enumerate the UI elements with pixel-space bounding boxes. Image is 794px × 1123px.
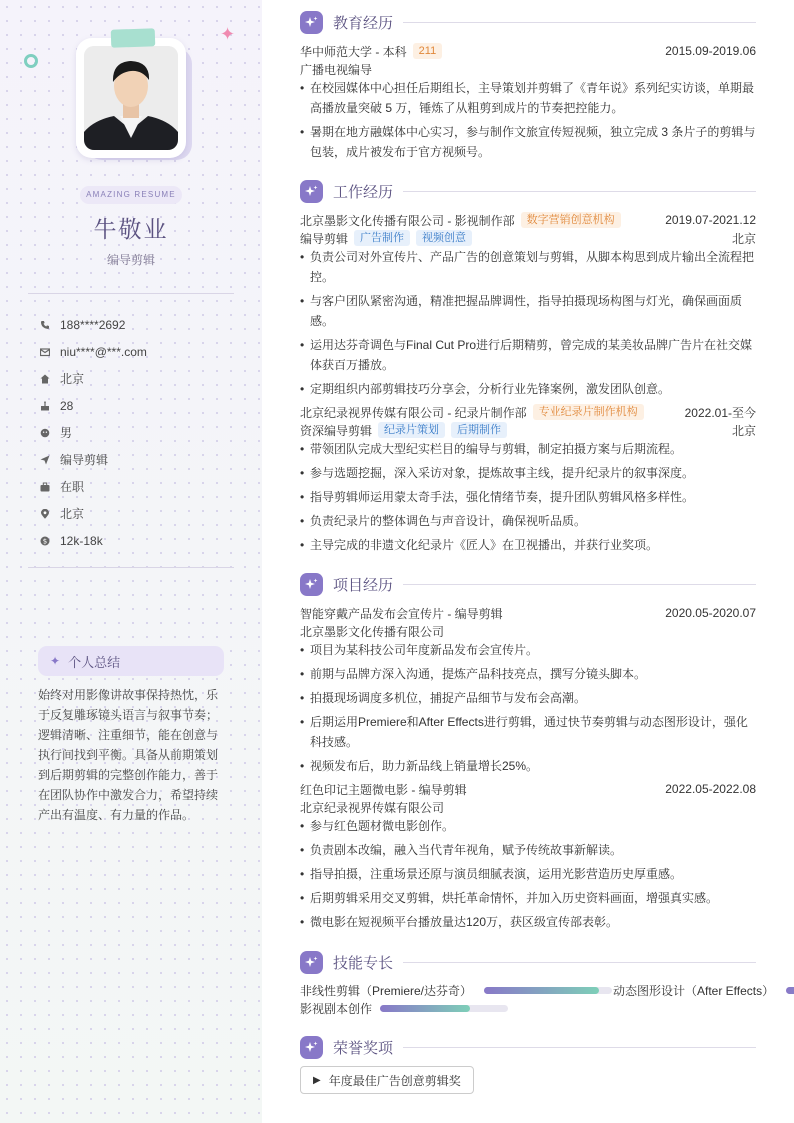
skill-item (613, 981, 794, 999)
sidebar (0, 0, 262, 1123)
section-work (300, 179, 756, 203)
skill-item (300, 981, 612, 999)
section-rule (403, 191, 756, 192)
divider (28, 567, 234, 568)
skill-bar (380, 1005, 508, 1012)
info-salary (40, 527, 147, 554)
list-item: • 在校园媒体中心担任后期组长，主导策划并剪辑了《青年说》系列纪实访谈，单期最高播放量突破 5 万，锤炼了从粗剪到成片的节奏把控能力。 (300, 78, 756, 118)
job-tag: 广告制作 (354, 230, 410, 246)
list-item: • 带领团队完成大型纪实栏目的编导与剪辑，制定拍摄方案与后期流程。 (300, 439, 756, 459)
job-position: 资深编导剪辑 (300, 423, 373, 438)
list-item: • 与客户团队紧密沟通，精准把握品牌调性，指导拍摄现场构图与灯光，确保画面质感。 (300, 291, 756, 331)
section-title: 教育经历 (333, 14, 394, 32)
project-date: 2022.05-2022.08 (665, 782, 756, 796)
summary-title: 个人总结 (68, 654, 121, 670)
skill-bar-fill (484, 987, 599, 994)
award-name: 年度最佳广告创意剪辑奖 (328, 1073, 461, 1088)
info-status (40, 473, 147, 500)
major-name: 广播电视编导 (300, 62, 373, 77)
job-city: 北京 (731, 423, 756, 438)
skill-bar-fill (380, 1005, 470, 1012)
section-projects (300, 572, 756, 596)
job-date: 2019.07-2021.12 (665, 213, 756, 227)
photo-frame (76, 38, 186, 158)
project-name: 红色印记主题微电影 - 编导剪辑 (300, 782, 467, 797)
job-tag: 视频创意 (416, 230, 472, 246)
location-pin-icon (40, 509, 60, 519)
list-item: • 微电影在短视频平台播放量达120万，获区级宣传部表彰。 (300, 912, 756, 932)
project-org-row (300, 622, 756, 640)
section-title: 荣誉奖项 (333, 1039, 394, 1057)
resume-badge: AMAZING RESUME (80, 186, 182, 204)
company-name: 北京墨影文化传播有限公司 - 影视制作部 (300, 213, 515, 228)
job-position: 编导剪辑 (300, 231, 349, 246)
dollar-icon (40, 536, 60, 546)
info-email (40, 338, 147, 365)
skill-item (300, 999, 508, 1017)
list-item: • 负责剧本改编，融入当代青年视角，赋予传统故事新解读。 (300, 840, 756, 860)
list-item: • 拍摄现场调度多机位，捕捉产品细节与发布会高潮。 (300, 688, 756, 708)
avatar (84, 46, 178, 150)
list-item: • 后期剪辑采用交叉剪辑，烘托革命情怀，并加入历史资料画面，增强真实感。 (300, 888, 756, 908)
job-city: 北京 (731, 231, 756, 246)
photo-tape (111, 28, 156, 48)
section-education (300, 10, 756, 34)
info-age (40, 392, 147, 419)
project-date: 2020.05-2020.07 (665, 606, 756, 620)
sparkle-icon (300, 573, 323, 596)
info-text: 188****2692 (60, 317, 126, 332)
education-date: 2015.09-2019.06 (665, 44, 756, 58)
company-name: 北京纪录视界传媒有限公司 - 纪录片制作部 (300, 405, 527, 420)
company-tag: 专业纪录片制作机构 (533, 404, 644, 420)
job-position-row (300, 421, 756, 439)
school-tag: 211 (413, 43, 443, 59)
person-name: 牛敬业 (93, 216, 169, 242)
list-item: • 指导剪辑师运用蒙太奇手法，强化情绪节奏，提升团队剪辑风格多样性。 (300, 487, 756, 507)
list-item: • 后期运用Premiere和After Effects进行剪辑，通过快节奏剪辑与动态图形设计，强化科技感。 (300, 712, 756, 752)
sparkle-icon (300, 1036, 323, 1059)
phone-icon (40, 320, 60, 330)
company-tag: 数字营销创意机构 (521, 212, 621, 228)
skill-bar (484, 987, 612, 994)
info-text: 28 (60, 398, 74, 413)
job-date: 2022.01-至今 (684, 405, 756, 420)
list-item: • 项目为某科技公司年度新品发布会宣传片。 (300, 640, 756, 660)
project-name: 智能穿戴产品发布会宣传片 - 编导剪辑 (300, 606, 503, 621)
skill-name: 动态图形设计（After Effects） (613, 983, 775, 998)
mail-icon (40, 347, 60, 357)
list-item: • 运用达芬奇调色与Final Cut Pro进行后期精剪，曾完成的某美妆品牌广告片在社交媒体获百万播放。 (300, 335, 756, 375)
section-title: 工作经历 (333, 183, 394, 201)
list-item: • 定期组织内部剪辑技巧分享会，分析行业先锋案例，激发团队创意。 (300, 379, 756, 399)
skill-name: 非线性剪辑（Premiere/达芬奇） (300, 983, 473, 998)
job-tag: 后期制作 (451, 422, 507, 438)
section-skills (300, 950, 756, 974)
list-item: • 负责纪录片的整体调色与声音设计，确保视听品质。 (300, 511, 756, 531)
list-item: • 指导拍摄，注重场景还原与演员细腻表演，运用光影营造历史厚重感。 (300, 864, 756, 884)
info-text: 12k-18k (60, 533, 103, 548)
project-org-row (300, 798, 756, 816)
job-position-row (300, 229, 756, 247)
decorative-ring (24, 54, 38, 68)
list-item: • 负责公司对外宣传片、产品广告的创意策划与剪辑，从脚本构思到成片输出全流程把控。 (300, 247, 756, 287)
project-org: 北京纪录视界传媒有限公司 (300, 800, 445, 815)
award-item (300, 1066, 474, 1094)
home-icon (40, 374, 60, 384)
skill-name: 影视剧本创作 (300, 1001, 373, 1016)
send-icon (40, 455, 60, 465)
section-rule (403, 22, 756, 23)
gender-icon (40, 428, 60, 438)
job-tag: 纪录片策划 (378, 422, 445, 438)
section-rule (403, 1047, 756, 1048)
cake-icon (40, 401, 60, 411)
list-item: • 视频发布后，助力新品线上销量增长25%。 (300, 756, 756, 776)
summary-text: 始终对用影像讲故事保持热忱，乐于反复雕琢镜头语言与叙事节奏；逻辑清晰、注重细节，能在创意与执行间找到平衡。具备从前期策划到后期剪辑的完整创作能力，善于在团队协作中激发合力，希望持续产出有温度、有力量的作品。 (38, 688, 219, 822)
section-rule (403, 962, 756, 963)
section-rule (403, 584, 756, 585)
list-item: • 主导完成的非遗文化纪录片《匠人》在卫视播出，并获行业奖项。 (300, 535, 756, 555)
divider (28, 293, 234, 294)
info-text: niu****@***.com (60, 344, 147, 359)
person-role: 编导剪辑 (106, 253, 155, 267)
svg-text:$: $ (42, 537, 48, 546)
info-location (40, 500, 147, 527)
project-header (300, 604, 756, 622)
skill-bar (786, 987, 794, 994)
info-text: 男 (60, 426, 73, 440)
project-header (300, 780, 756, 798)
school-name: 华中师范大学 - 本科 (300, 44, 407, 59)
education-major (300, 60, 756, 78)
contact-info-list (40, 311, 147, 554)
list-item: • 参与红色题材微电影创作。 (300, 816, 756, 836)
sparkle-icon: ✦ (220, 24, 236, 44)
sparkle-icon (300, 180, 323, 203)
education-header (300, 42, 756, 60)
sparkle-icon (300, 951, 323, 974)
info-gender (40, 419, 147, 446)
summary-heading (38, 646, 224, 676)
play-triangle-icon: ▶ (313, 1074, 321, 1086)
skill-bar-fill (786, 987, 794, 994)
info-phone (40, 311, 147, 338)
info-text: 在职 (60, 480, 85, 494)
list-item: • 参与选题挖掘，深入采访对象，提炼故事主线，提升纪录片的叙事深度。 (300, 463, 756, 483)
job-header (300, 211, 756, 229)
section-honors (300, 1035, 756, 1059)
info-text: 北京 (60, 507, 85, 521)
section-title: 技能专长 (333, 954, 394, 972)
info-text: 编导剪辑 (60, 453, 109, 467)
list-item: • 前期与品牌方深入沟通，提炼产品科技亮点，撰写分镜头脚本。 (300, 664, 756, 684)
info-text: 北京 (60, 372, 85, 386)
briefcase-icon (40, 482, 60, 492)
info-position (40, 446, 147, 473)
sparkle-icon (300, 11, 323, 34)
job-header (300, 403, 756, 421)
section-title: 项目经历 (333, 576, 394, 594)
list-item: • 暑期在地方融媒体中心实习，参与制作文旅宣传短视频，独立完成 3 条片子的剪辑与包装，成片被发布于官方视频号。 (300, 122, 756, 162)
sparkle-icon: ✦ (50, 654, 61, 668)
info-home (40, 365, 147, 392)
project-org: 北京墨影文化传播有限公司 (300, 624, 445, 639)
